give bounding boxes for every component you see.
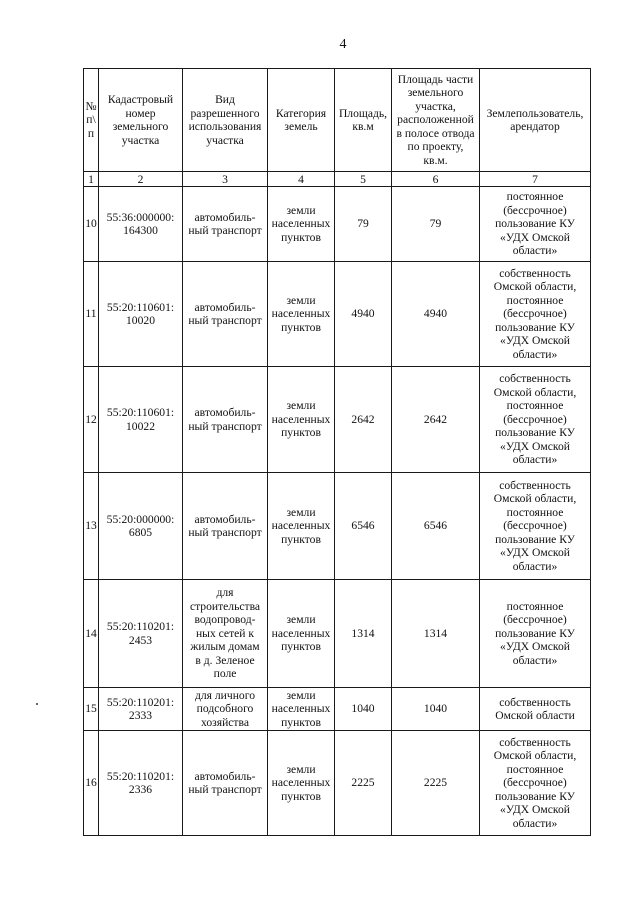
cadastral-number-cell: 55:20:110201: 2453: [99, 580, 183, 688]
header-cell-category: Категория земель: [268, 69, 335, 172]
cadastral-number-cell: 55:36:000000: 164300: [99, 187, 183, 262]
land-user-cell: собственность Омской области, постоянное (бессрочное) пользование КУ «УДХ Омской области»: [480, 367, 591, 473]
header-cell-cadastral: Кадастровый номер земельного участка: [99, 69, 183, 172]
row-number-cell: 16: [84, 731, 99, 836]
land-plots-table: [83, 68, 591, 836]
header-cell-area-part: Площадь части земельного участка, расположенной в полосе отвода по проекту, кв.м.: [392, 69, 480, 172]
land-category-cell: земли населенных пунктов: [268, 367, 335, 473]
area-cell: 4940: [335, 262, 392, 367]
area-cell: 79: [335, 187, 392, 262]
column-number: 5: [335, 172, 392, 187]
table-row: [84, 262, 591, 367]
land-category-cell: земли населенных пунктов: [268, 688, 335, 731]
column-number: 3: [183, 172, 268, 187]
row-number-cell: 11: [84, 262, 99, 367]
area-cell: 1040: [335, 688, 392, 731]
permitted-use-cell: автомобиль- ный транспорт: [183, 262, 268, 367]
column-number: 7: [480, 172, 591, 187]
header-row: [84, 69, 591, 172]
permitted-use-cell: автомобиль- ный транспорт: [183, 187, 268, 262]
land-category-cell: земли населенных пунктов: [268, 262, 335, 367]
row-number-cell: 13: [84, 473, 99, 580]
cadastral-number-cell: 55:20:110601: 10020: [99, 262, 183, 367]
table-row: [84, 731, 591, 836]
area-part-cell: 1040: [392, 688, 480, 731]
area-part-cell: 6546: [392, 473, 480, 580]
row-number-cell: 10: [84, 187, 99, 262]
land-category-cell: земли населенных пунктов: [268, 580, 335, 688]
area-cell: 6546: [335, 473, 392, 580]
permitted-use-cell: автомобиль- ный транспорт: [183, 367, 268, 473]
area-cell: 2642: [335, 367, 392, 473]
land-user-cell: собственность Омской области, постоянное (бессрочное) пользование КУ «УДХ Омской области»: [480, 262, 591, 367]
area-part-cell: 1314: [392, 580, 480, 688]
table-row: [84, 473, 591, 580]
row-number-cell: 12: [84, 367, 99, 473]
area-cell: 1314: [335, 580, 392, 688]
row-number-cell: 14: [84, 580, 99, 688]
area-part-cell: 2642: [392, 367, 480, 473]
area-cell: 2225: [335, 731, 392, 836]
permitted-use-cell: для строительства водопровод- ных сетей к жилым домам в д. Зеленое поле: [183, 580, 268, 688]
column-number: 6: [392, 172, 480, 187]
land-user-cell: собственность Омской области, постоянное (бессрочное) пользование КУ «УДХ Омской области»: [480, 473, 591, 580]
table-row: [84, 580, 591, 688]
land-category-cell: земли населенных пунктов: [268, 187, 335, 262]
land-category-cell: земли населенных пунктов: [268, 731, 335, 836]
area-part-cell: 2225: [392, 731, 480, 836]
column-number: 4: [268, 172, 335, 187]
row-number-cell: 15: [84, 688, 99, 731]
cadastral-number-cell: 55:20:110201: 2336: [99, 731, 183, 836]
page-number: 4: [339, 37, 347, 52]
table-row: [84, 688, 591, 731]
table-row: [84, 187, 591, 262]
cadastral-number-cell: 55:20:110201: 2333: [99, 688, 183, 731]
header-cell-area: Площадь, кв.м: [335, 69, 392, 172]
cadastral-number-cell: 55:20:110601: 10022: [99, 367, 183, 473]
permitted-use-cell: для личного подсобного хозяйства: [183, 688, 268, 731]
area-part-cell: 79: [392, 187, 480, 262]
column-numbers-row: [84, 172, 591, 187]
area-part-cell: 4940: [392, 262, 480, 367]
scan-dot: [36, 703, 38, 705]
header-cell-user: Землепользователь, арендатор: [480, 69, 591, 172]
header-cell-no: № п\ п: [84, 69, 99, 172]
land-user-cell: постоянное (бессрочное) пользование КУ «УДХ Омской области»: [480, 187, 591, 262]
permitted-use-cell: автомобиль- ный транспорт: [183, 473, 268, 580]
land-user-cell: собственность Омской области, постоянное (бессрочное) пользование КУ «УДХ Омской области»: [480, 731, 591, 836]
land-user-cell: постоянное (бессрочное) пользование КУ «УДХ Омской области»: [480, 580, 591, 688]
column-number: 1: [84, 172, 99, 187]
column-number: 2: [99, 172, 183, 187]
table-row: [84, 367, 591, 473]
header-cell-use: Вид разрешенного использования участка: [183, 69, 268, 172]
land-category-cell: земли населенных пунктов: [268, 473, 335, 580]
permitted-use-cell: автомобиль- ный транспорт: [183, 731, 268, 836]
cadastral-number-cell: 55:20:000000: 6805: [99, 473, 183, 580]
land-user-cell: собственность Омской области: [480, 688, 591, 731]
